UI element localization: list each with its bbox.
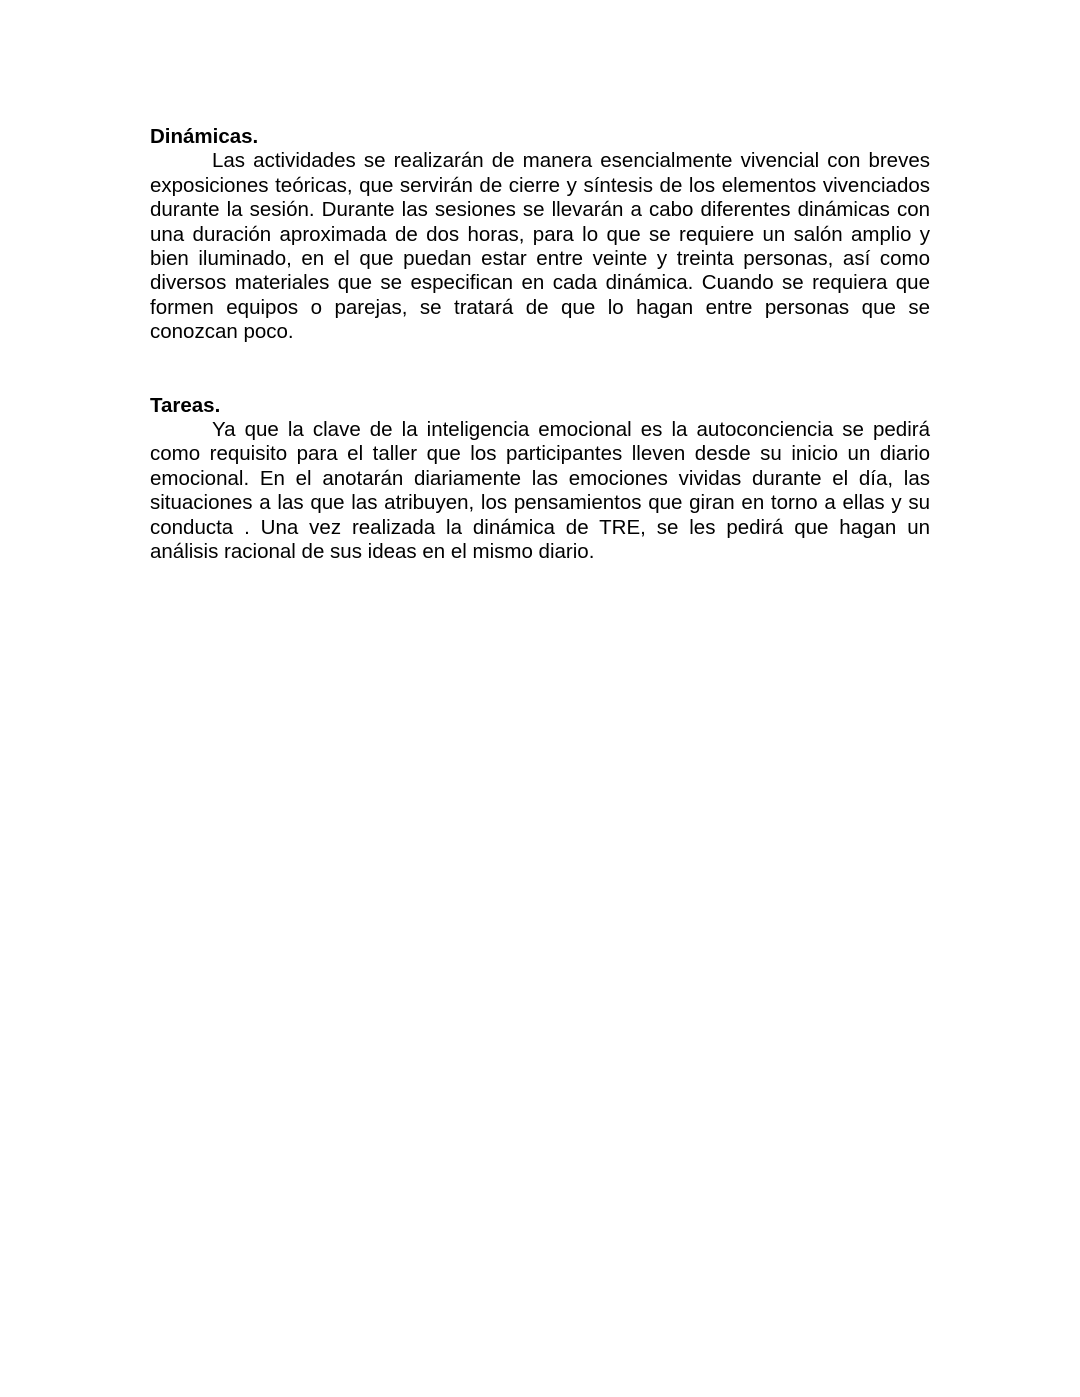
section-spacer [150, 345, 930, 394]
section-title-tareas: Tareas. [150, 393, 221, 417]
section-title-dinamicas: Dinámicas. [150, 125, 259, 148]
section-body-dinamicas: Las actividades se realizarán de manera esencialmente vivencial con breves exposiciones teóricas, que servirán de cierre y síntesis de los elementos vivenciados durante la sesión. Durante las sesiones se llevarán a cabo diferentes dinámicas con una duración aproximada de dos horas, para lo que se requiere un salón amplio y bien iluminado, en el que puedan estar entre veinte y treinta personas, así como diversos materiales que se especifican en cada dinámica. Cuando se requiera que formen equipos o parejas, se tratará de que lo hagan entre personas que se conozcan poco. [150, 149, 930, 344]
document-content [150, 125, 930, 565]
section-body-tareas: Ya que la clave de la inteligencia emocional es la autoconciencia se pedirá como requisito para el taller que los participantes lleven desde su inicio un diario emocional. En el anotarán diariamente las emociones vividas durante el día, las situaciones a las que las atribuyen, los pensamientos que giran en torno a ellas y su conducta . Una vez realizada la dinámica de TRE, se les pedirá que hagan un análisis racional de sus ideas en el mismo diario. [150, 418, 930, 564]
section-dinamicas [150, 125, 930, 345]
section-tareas [150, 394, 930, 565]
